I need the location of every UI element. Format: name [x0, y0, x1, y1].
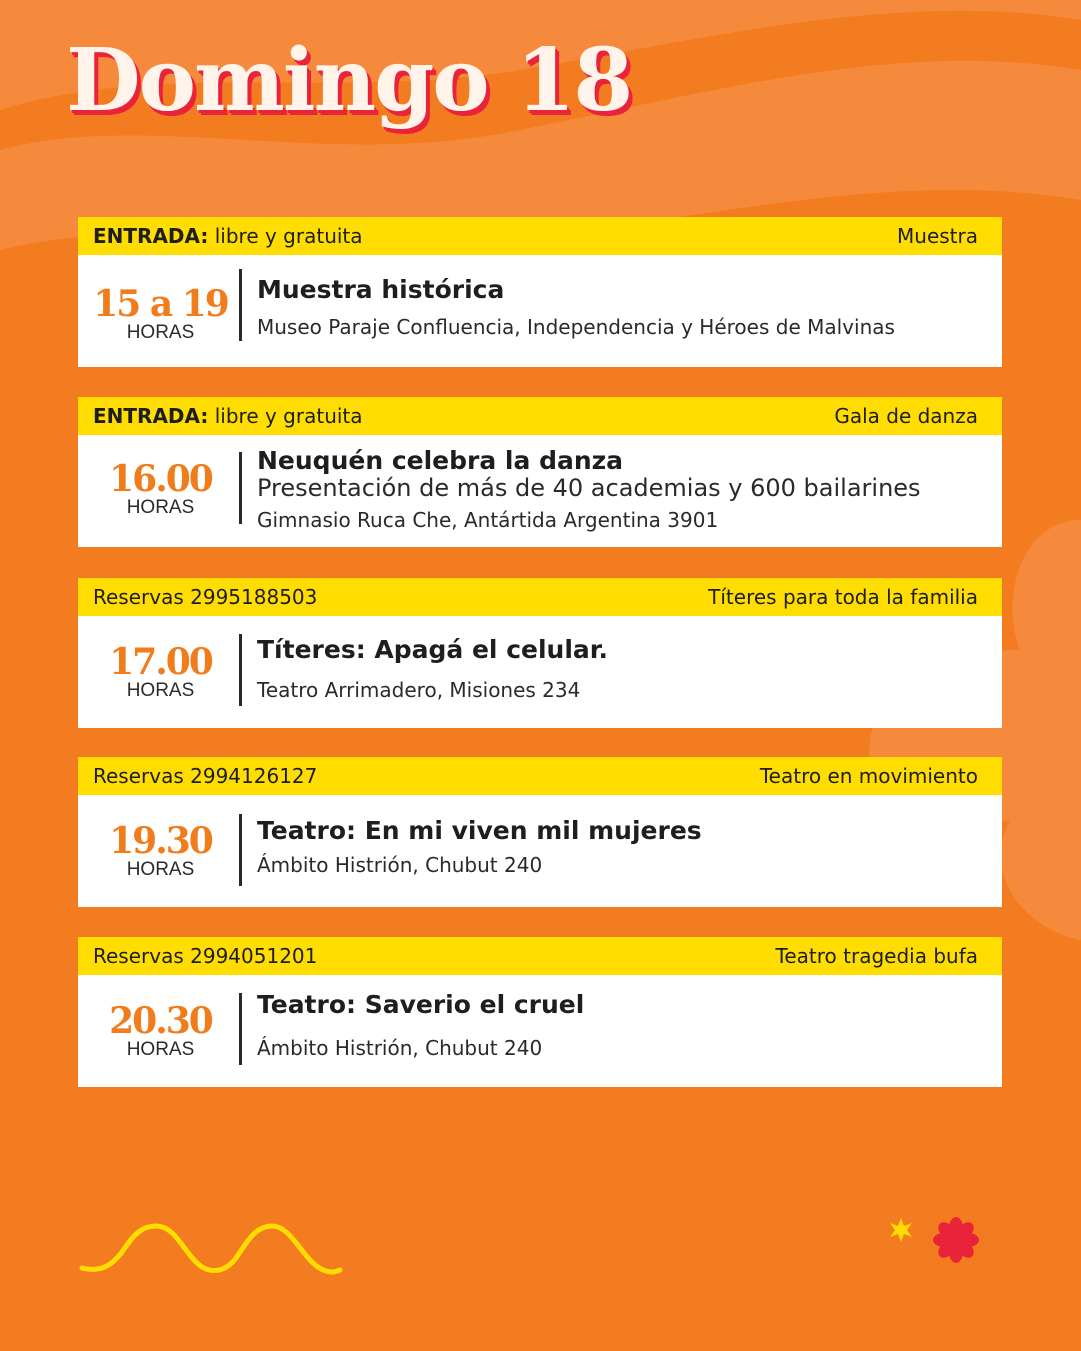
entry-info: Reservas 2994126127 — [93, 764, 318, 788]
event-card — [78, 757, 1002, 907]
event-info — [257, 817, 992, 877]
event-time — [78, 283, 243, 343]
event-subtitle: Presentación de más de 40 academias y 600 bailarines — [257, 473, 921, 502]
event-category: Gala de danza — [834, 404, 978, 428]
event-info — [257, 447, 992, 532]
event-bar — [78, 578, 1002, 616]
event-time — [78, 458, 243, 518]
flower-icon — [932, 1216, 980, 1264]
entry-info: Reservas 2995188503 — [93, 585, 318, 609]
event-place: Ámbito Histrión, Chubut 240 — [257, 1035, 543, 1060]
divider — [239, 452, 242, 524]
time-value: 17.00 — [109, 641, 212, 683]
event-body — [78, 616, 1002, 728]
event-info — [257, 636, 992, 702]
event-card — [78, 397, 1002, 547]
event-place: Gimnasio Ruca Che, Antártida Argentina 3901 — [257, 507, 719, 532]
time-unit: HORAS — [126, 859, 195, 880]
time-unit: HORAS — [126, 322, 195, 343]
divider — [239, 634, 242, 706]
wave-line-icon — [78, 1222, 344, 1278]
entry-info: ENTRADA: libre y gratuita — [93, 404, 363, 428]
divider — [239, 814, 242, 886]
time-value: 15 a 19 — [93, 283, 228, 325]
event-card — [78, 937, 1002, 1087]
event-info — [257, 276, 992, 339]
event-title: Títeres: Apagá el celular. — [257, 635, 609, 664]
event-title: Teatro: En mi viven mil mujeres — [257, 816, 702, 845]
event-place: Museo Paraje Confluencia, Independencia y Héroes de Malvinas — [257, 314, 895, 339]
event-bar — [78, 217, 1002, 255]
entry-info: ENTRADA: libre y gratuita — [93, 224, 363, 248]
entry-info: Reservas 2994051201 — [93, 944, 318, 968]
page-title: Domingo 18 — [66, 30, 632, 131]
time-value: 20.30 — [109, 1000, 212, 1042]
event-title: Muestra histórica — [257, 275, 505, 304]
event-body — [78, 255, 1002, 367]
divider — [239, 993, 242, 1065]
event-card — [78, 217, 1002, 367]
event-time — [78, 1000, 243, 1060]
event-card — [78, 578, 1002, 728]
event-category: Títeres para toda la familia — [708, 585, 978, 609]
divider — [239, 269, 242, 341]
time-value: 16.00 — [109, 458, 212, 500]
event-category: Teatro en movimiento — [759, 764, 978, 788]
event-category: Muestra — [897, 224, 978, 248]
time-unit: HORAS — [126, 497, 195, 518]
event-bar — [78, 397, 1002, 435]
time-unit: HORAS — [126, 680, 195, 701]
event-time — [78, 820, 243, 880]
event-body — [78, 435, 1002, 547]
event-title: Teatro: Saverio el cruel — [257, 990, 585, 1019]
time-unit: HORAS — [126, 1039, 195, 1060]
event-bar — [78, 757, 1002, 795]
event-title: Neuquén celebra la danza — [257, 446, 624, 475]
sparkle-icon — [887, 1216, 915, 1244]
event-place: Ámbito Histrión, Chubut 240 — [257, 852, 543, 877]
event-category: Teatro tragedia bufa — [775, 944, 978, 968]
event-body — [78, 795, 1002, 907]
event-time — [78, 641, 243, 701]
event-info — [257, 991, 992, 1060]
time-value: 19.30 — [109, 820, 212, 862]
event-bar — [78, 937, 1002, 975]
event-body — [78, 975, 1002, 1087]
event-place: Teatro Arrimadero, Misiones 234 — [257, 677, 581, 702]
